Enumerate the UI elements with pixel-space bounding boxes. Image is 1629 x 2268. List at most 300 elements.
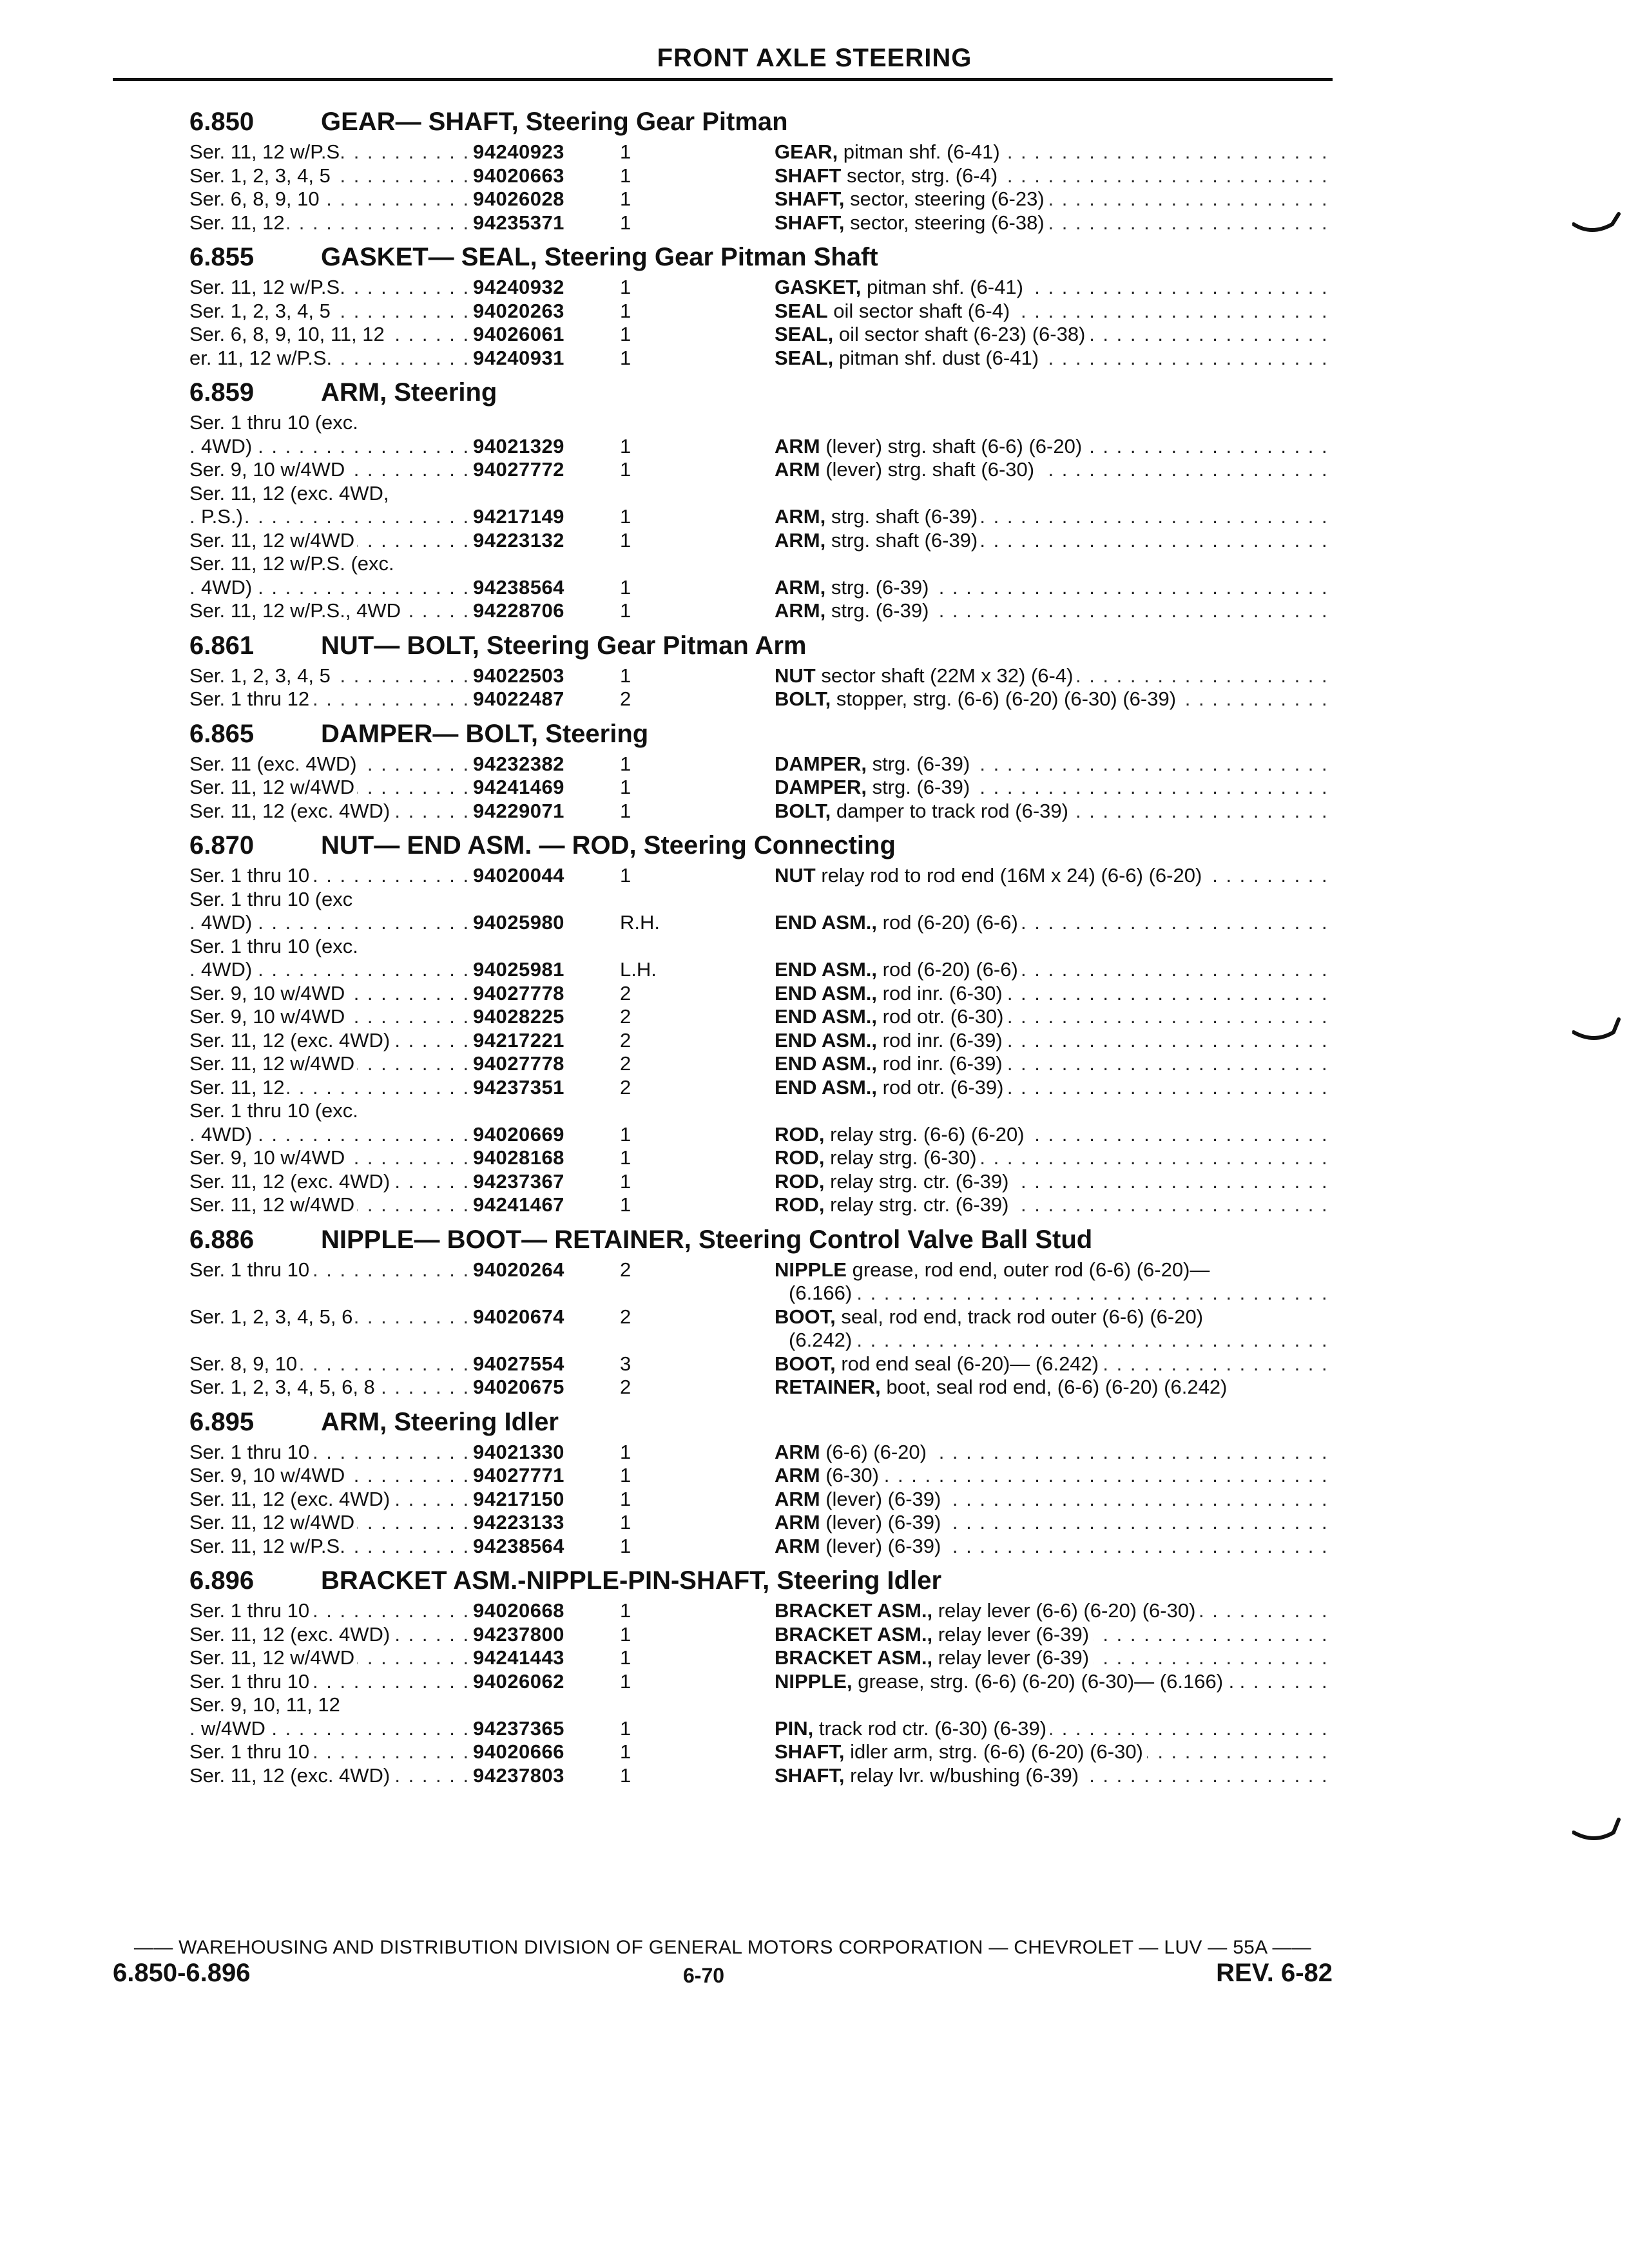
description [775, 776, 974, 798]
description-keyword: ARM, [775, 575, 826, 599]
table-row [189, 1740, 1330, 1764]
description [775, 1146, 981, 1169]
application-text: Ser. 9, 10 w/4WD [189, 1146, 347, 1169]
description-detail: strg. shaft (6-39) [825, 505, 978, 528]
description-keyword: BOOT, [775, 1305, 836, 1328]
part-number: 94026062 [473, 1669, 564, 1693]
table-row [189, 599, 1330, 623]
application-text: Ser. 11, 12 (exc. 4WD) [189, 1623, 392, 1646]
quantity: 1 [620, 575, 631, 599]
description [775, 1623, 1093, 1646]
quantity: 1 [620, 799, 631, 822]
part-number: 94027778 [473, 1052, 564, 1075]
application-cell [189, 1599, 469, 1623]
table-row [189, 187, 1330, 211]
quantity: 1 [620, 1511, 631, 1533]
application-cell [189, 300, 469, 323]
description [775, 1258, 1213, 1281]
part-number: 94020668 [473, 1599, 564, 1622]
application-cell [189, 435, 481, 459]
application-cell [189, 1146, 469, 1170]
description [775, 1170, 1012, 1193]
application-text: Ser. 11, 12 (exc. 4WD) [189, 1488, 392, 1510]
description-cell [775, 1764, 1330, 1788]
application-cell [189, 800, 469, 823]
part-number: 94021330 [473, 1440, 564, 1463]
description-keyword: NUT [775, 664, 816, 687]
description [775, 1076, 1007, 1099]
description-cell [775, 300, 1330, 323]
description [775, 1764, 1083, 1787]
description [775, 552, 778, 575]
part-number: 94235371 [473, 211, 564, 234]
table-row [189, 1646, 1330, 1670]
description-detail: (lever) (6-39) [820, 1487, 941, 1510]
application-cell [189, 140, 469, 164]
description-detail: strg. (6-39) [866, 752, 970, 775]
description-keyword: END ASM., [775, 1028, 878, 1052]
description-cell [775, 1170, 1330, 1194]
table-row [189, 458, 1330, 482]
description [775, 1670, 1238, 1693]
table-row [189, 1005, 1330, 1029]
description [775, 982, 1007, 1004]
section-6-895 [189, 1403, 1330, 1559]
section-title [189, 1403, 1330, 1441]
description [775, 276, 1027, 298]
section-title [189, 1562, 1330, 1599]
description [775, 140, 1004, 163]
description [775, 1441, 930, 1463]
description-detail: sector, strg. (6-4) [841, 164, 998, 187]
description-cell [775, 1258, 1330, 1282]
application-cell [189, 187, 469, 211]
description [775, 1329, 856, 1351]
application-cell [189, 1029, 469, 1053]
description [775, 687, 1180, 710]
part-number: 94238564 [473, 1534, 564, 1557]
quantity: 1 [620, 664, 631, 687]
section-heading: BRACKET ASM.-NIPPLE-PIN-SHAFT, Steering Idler [321, 1566, 942, 1595]
part-number: 94020044 [473, 864, 564, 887]
part-number: 94020675 [473, 1376, 564, 1398]
section-title [189, 238, 1330, 276]
description-keyword: ARM [775, 458, 820, 481]
description-detail: (lever) strg. shaft (6-6) (6-20) [820, 434, 1083, 457]
description [775, 164, 1001, 187]
quantity: 1 [620, 458, 631, 481]
table-row [189, 1029, 1330, 1053]
application-text: Ser. 11, 12 (exc. 4WD) [189, 1170, 392, 1193]
description-keyword: ROD, [775, 1146, 825, 1169]
description-cell [775, 1029, 1330, 1053]
section-6-855 [189, 238, 1330, 370]
part-number: 94223132 [473, 528, 564, 552]
part-number: 94217149 [473, 505, 564, 528]
application-text: Ser. 1, 2, 3, 4, 5 [189, 164, 333, 187]
description [775, 323, 1089, 345]
description-keyword: GASKET, [775, 276, 862, 298]
table-row [189, 211, 1330, 235]
description-keyword: ARM, [775, 505, 826, 528]
application-text: Ser. 11, 12 w/P.S. [189, 1535, 348, 1557]
description [775, 347, 1043, 369]
quantity: 1 [620, 1122, 631, 1146]
description-detail: (6-30) [820, 1464, 879, 1486]
description-detail: relay lever (6-6) (6-20) (6-30) [932, 1599, 1196, 1622]
table-row [189, 1693, 1330, 1717]
application-text: Ser. 11, 12 (exc. 4WD) [189, 1029, 392, 1052]
application-text: Ser. 11, 12 w/4WD [189, 1193, 357, 1216]
application-cell [189, 1693, 469, 1717]
description-detail: damper to track rod (6-39) [831, 799, 1068, 822]
part-number: 94021329 [473, 434, 564, 457]
application-cell [189, 1646, 469, 1670]
section-6-861 [189, 627, 1330, 711]
part-number: 94223133 [473, 1511, 564, 1533]
description-cell [775, 599, 1330, 623]
description-cell [775, 800, 1330, 823]
section-title [189, 715, 1330, 753]
quantity: 1 [620, 211, 631, 234]
footer-revision: REV. 6-82 [1216, 1959, 1333, 1987]
description-cell [775, 552, 1330, 576]
description-keyword: NUT [775, 864, 816, 887]
quantity: 1 [620, 276, 631, 298]
application-text: Ser. 1, 2, 3, 4, 5 [189, 300, 333, 322]
description-keyword: BRACKET ASM., [775, 1599, 933, 1622]
description-keyword: END ASM., [775, 981, 878, 1004]
application-text: P.S.) [201, 505, 246, 528]
part-number: 94237351 [473, 1075, 564, 1099]
description-keyword: BOLT, [775, 799, 831, 822]
description-keyword: ARM [775, 1534, 820, 1557]
description-cell [775, 1305, 1330, 1329]
description-detail: (6.242) [789, 1329, 853, 1351]
description-keyword: SHAFT, [775, 1763, 845, 1787]
part-number: 94020666 [473, 1740, 564, 1763]
footer-division-line: —— WAREHOUSING AND DISTRIBUTION DIVISION OF GENERAL MOTORS CORPORATION — CHEVROLET — LUV — 55A —— [133, 1937, 1312, 1958]
description [775, 864, 1206, 887]
description-keyword: ARM, [775, 599, 826, 622]
description-detail: sector shaft (22M x 32) (6-4) [815, 664, 1074, 687]
table-row [189, 776, 1330, 800]
description-detail: pitman shf. (6-41) [861, 276, 1023, 298]
description-detail: grease, rod end, outer rod (6-6) (6-20)— [846, 1258, 1210, 1281]
section-number: 6.861 [189, 631, 255, 660]
description-keyword: ROD, [775, 1193, 825, 1216]
table-row [189, 1076, 1330, 1100]
description-keyword: BOLT, [775, 687, 831, 710]
description-detail: relay strg. (6-6) (6-20) [824, 1122, 1025, 1146]
application-text: Ser. 9, 10 w/4WD [189, 982, 347, 1004]
application-cell [189, 1352, 469, 1376]
quantity: 2 [620, 1305, 631, 1328]
description-cell [775, 529, 1330, 553]
quantity: 2 [620, 1376, 631, 1398]
description-cell [775, 482, 1330, 506]
description [775, 458, 1038, 481]
description-cell [775, 1623, 1330, 1647]
quantity: 2 [620, 1075, 631, 1099]
application-text: Ser. 11, 12 w/4WD [189, 1646, 357, 1669]
table-row [189, 958, 1330, 982]
quantity: 1 [620, 599, 631, 622]
description-keyword: SHAFT, [775, 187, 845, 210]
application-cell [189, 1193, 469, 1217]
description [775, 1599, 1199, 1622]
description-keyword: ARM, [775, 528, 826, 552]
description [775, 1123, 1028, 1146]
application-text: Ser. 11 (exc. 4WD) [189, 753, 360, 775]
part-number: 94027772 [473, 458, 564, 481]
application-cell [189, 864, 469, 888]
part-number: 94240932 [473, 276, 564, 298]
application-text: Ser. 11, 12 w/4WD [189, 1511, 357, 1533]
description [775, 300, 1014, 322]
part-number: 94217150 [473, 1487, 564, 1510]
description [775, 482, 778, 505]
description-cell [775, 1076, 1330, 1100]
application-cell [189, 1488, 469, 1512]
table-row [189, 1352, 1330, 1376]
description-keyword: ARM [775, 1511, 820, 1533]
application-text: Ser. 11, 12 w/4WD [189, 529, 357, 552]
description-cell [775, 1441, 1330, 1465]
part-number: 94229071 [473, 799, 564, 822]
description [775, 1646, 1093, 1669]
part-number: 94217221 [473, 1028, 564, 1052]
application-text [189, 1282, 192, 1304]
application-cell [189, 664, 469, 688]
description-detail: boot, seal rod end, (6-6) (6-20) (6.242) [880, 1376, 1228, 1398]
description [775, 1693, 778, 1716]
application-cell [189, 1441, 469, 1465]
quantity: 1 [620, 1763, 631, 1787]
quantity: 1 [620, 323, 631, 345]
description-cell [775, 1193, 1330, 1217]
description-detail: oil sector shaft (6-4) [827, 299, 1010, 322]
part-number: 94237367 [473, 1169, 564, 1193]
section-heading: DAMPER— BOLT, Steering [321, 719, 649, 748]
description-keyword: DAMPER, [775, 776, 867, 798]
quantity: 1 [620, 1464, 631, 1486]
description-keyword: END ASM., [775, 911, 878, 934]
application-cell [189, 1123, 481, 1147]
description-detail: (6.166) [789, 1282, 853, 1304]
description [775, 1488, 945, 1510]
table-row [189, 888, 1330, 912]
description-detail: (lever) strg. shaft (6-30) [820, 458, 1035, 481]
application-text: Ser. 11, 12 (exc. 4WD) [189, 1764, 392, 1787]
description-keyword: SHAFT, [775, 1740, 845, 1763]
application-text: Ser. 1, 2, 3, 4, 5, 6 [189, 1305, 355, 1328]
section-heading: GASKET— SEAL, Steering Gear Pitman Shaft [321, 243, 878, 271]
description-detail: pitman shf. (6-41) [838, 140, 1000, 163]
description-cell [775, 1052, 1330, 1076]
description-cell [775, 576, 1330, 600]
description-keyword: BRACKET ASM., [775, 1622, 933, 1646]
table-row [189, 1511, 1330, 1535]
description [775, 211, 1048, 234]
description-cell [775, 935, 1330, 959]
table-row [189, 864, 1330, 888]
section-6-896 [189, 1562, 1330, 1787]
table-row [189, 1123, 1330, 1147]
description-detail: relay lvr. w/bushing (6-39) [844, 1763, 1079, 1787]
quantity: 1 [620, 1146, 631, 1169]
application-cell [189, 1511, 469, 1535]
application-cell [189, 599, 469, 623]
description [775, 1052, 1007, 1075]
section-number: 6.855 [189, 243, 255, 271]
description-cell [775, 1005, 1330, 1029]
description-detail: relay lever (6-39) [932, 1646, 1090, 1669]
part-number: 94020669 [473, 1122, 564, 1146]
description-detail: rod inr. (6-30) [877, 981, 1003, 1004]
table-row [189, 800, 1330, 823]
description-detail: rod (6-20) (6-6) [877, 911, 1018, 934]
table-row [189, 1146, 1330, 1170]
section-number: 6.886 [189, 1225, 255, 1254]
description-cell [775, 323, 1330, 347]
table-row [189, 1441, 1330, 1465]
description-detail: sector, steering (6-23) [844, 187, 1045, 210]
description-detail: strg. (6-39) [825, 599, 929, 622]
description-detail: rod inr. (6-39) [877, 1052, 1003, 1075]
description [775, 1099, 778, 1122]
application-text: Ser. 11, 12 w/4WD [189, 1052, 357, 1075]
description-keyword: NIPPLE [775, 1258, 847, 1281]
application-text: Ser. 1 thru 10 [189, 1599, 312, 1622]
description-cell [775, 1511, 1330, 1535]
application-cell [189, 1740, 469, 1764]
description-cell [775, 958, 1330, 982]
quantity: 2 [620, 1005, 631, 1028]
binding-mark-icon [1572, 1010, 1624, 1049]
application-cell [189, 482, 469, 506]
description-keyword: BRACKET ASM., [775, 1646, 933, 1669]
description-keyword: ROD, [775, 1122, 825, 1146]
table-row [189, 1170, 1330, 1194]
application-text: Ser. 11, 12 w/P.S., 4WD [189, 599, 403, 622]
quantity: 1 [620, 1622, 631, 1646]
section-heading: NUT— BOLT, Steering Gear Pitman Arm [321, 631, 807, 660]
description-cell [775, 1464, 1330, 1488]
application-cell [189, 1329, 469, 1352]
description [775, 935, 778, 957]
table-row [189, 982, 1330, 1006]
table-row [189, 505, 1330, 529]
application-text: Ser. 1, 2, 3, 4, 5, 6, 8 [189, 1376, 378, 1398]
page-title: FRONT AXLE STEERING [657, 44, 972, 72]
section-heading: NUT— END ASM. — ROD, Steering Connecting [321, 831, 896, 860]
application-cell [189, 505, 481, 529]
application-cell [189, 552, 469, 576]
part-number: 94022503 [473, 664, 564, 687]
table-row [189, 482, 1330, 506]
part-number: 94026028 [473, 187, 564, 210]
description-detail: (lever) (6-39) [820, 1534, 941, 1557]
quantity: R.H. [620, 911, 660, 934]
table-row [189, 411, 1330, 435]
description-cell [775, 776, 1330, 800]
description-detail: stopper, strg. (6-6) (6-20) (6-30) (6-39) [831, 687, 1177, 710]
table-row [189, 140, 1330, 164]
section-6-859 [189, 374, 1330, 623]
section-6-886 [189, 1221, 1330, 1399]
application-cell [189, 1052, 469, 1076]
application-text: Ser. 11, 12 w/P.S. [189, 276, 348, 298]
description-keyword: END ASM., [775, 958, 878, 981]
part-number: 94241443 [473, 1646, 564, 1669]
table-row [189, 1535, 1330, 1559]
application-cell [189, 211, 469, 235]
part-number: 94237803 [473, 1763, 564, 1787]
description-cell [775, 911, 1330, 935]
application-text: Ser. 1 thru 10 [189, 1441, 312, 1463]
description-cell [775, 458, 1330, 482]
application-text: Ser. 1 thru 10 [189, 1740, 312, 1763]
description-cell [775, 888, 1330, 912]
description-cell [775, 211, 1330, 235]
quantity: 1 [620, 140, 631, 163]
application-text: 4WD) [201, 435, 255, 457]
description-cell [775, 864, 1330, 888]
table-row [189, 1376, 1330, 1399]
description-cell [775, 1146, 1330, 1170]
description-cell [775, 505, 1330, 529]
application-cell [189, 1376, 469, 1399]
quantity: 2 [620, 981, 631, 1004]
part-number: 94020263 [473, 299, 564, 322]
application-text: Ser. 1 thru 10 [189, 1670, 312, 1693]
description-keyword: PIN, [775, 1716, 814, 1740]
table-row [189, 935, 1330, 959]
part-number: 94240931 [473, 346, 564, 369]
application-text: 4WD) [201, 576, 255, 599]
application-cell [189, 347, 469, 370]
part-number: 94028168 [473, 1146, 564, 1169]
application-cell [189, 276, 469, 300]
application-cell [189, 888, 469, 912]
application-text: Ser. 1 thru 10 (exc [189, 888, 355, 910]
description-keyword: ARM [775, 1440, 820, 1463]
description [775, 1029, 1007, 1052]
part-number: 94241469 [473, 776, 564, 798]
quantity: 1 [620, 1669, 631, 1693]
application-text: Ser. 8, 9, 10 [189, 1352, 300, 1375]
description-detail: (6-6) (6-20) [820, 1440, 927, 1463]
application-cell [189, 1076, 469, 1100]
application-cell [189, 411, 469, 435]
quantity: 1 [620, 752, 631, 775]
application-text: Ser. 9, 10 w/4WD [189, 1005, 347, 1028]
section-6-850 [189, 103, 1330, 235]
quantity: 1 [620, 1193, 631, 1216]
description-cell [775, 1646, 1330, 1670]
part-number: 94025980 [473, 911, 564, 934]
quantity: 1 [620, 1599, 631, 1622]
section-title [189, 103, 1330, 140]
application-text: Ser. 1 thru 10 (exc. [189, 411, 361, 434]
application-text [189, 1329, 192, 1351]
application-text: Ser. 6, 8, 9, 10 [189, 187, 322, 210]
description-detail: strg. (6-39) [866, 776, 970, 798]
description-cell [775, 1693, 1330, 1717]
binding-mark-icon [1572, 1811, 1624, 1849]
quantity: 1 [620, 505, 631, 528]
